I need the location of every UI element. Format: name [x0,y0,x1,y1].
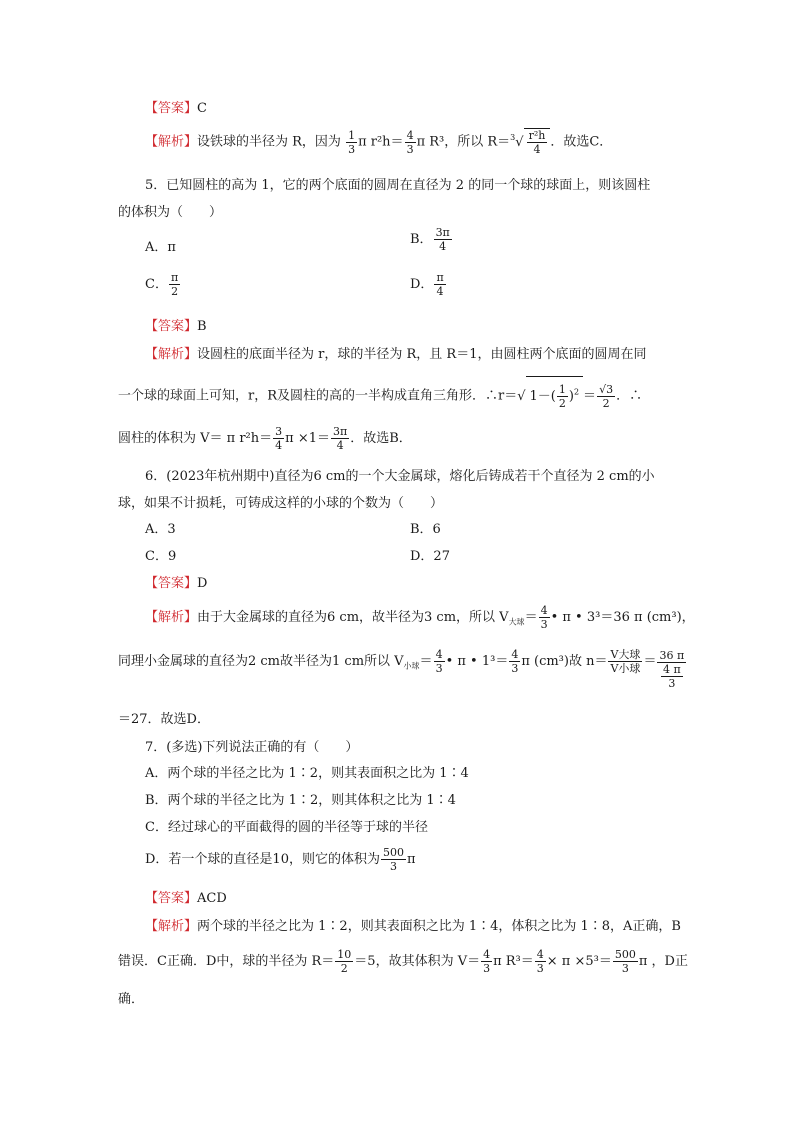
fraction: $\frac{3}{4}$ [275,425,283,452]
q4-analysis-line [145,128,612,156]
q5-analysis-line-3: 圆柱的体积为 V＝ π r²h＝ $\frac{3}{4}$ π ×1＝ $\frac{3\pi}{4}$ ．故选B． [118,425,412,452]
answer-tag: 【答案】 [145,319,198,334]
q5-option-b: B． $\frac{3\pi}{4}$ [410,226,450,253]
q5-answer: B [197,319,207,334]
q4-analysis-text: π r²h＝ [358,134,404,150]
q6-analysis-line-2: 同理小金属球的直径为2 cm故半径为1 cm所以 $V_{小球}=$ $\frac{4}{3}$ • π • 1³＝ $\frac{4}{3}$ π (cm³)故 n＝ $\frac{\text{V大球}}{\text{V小球}}$ ＝ $\frac{36 \pi}{\frac{4 \pi}{3}}$ [118,648,685,690]
analysis-tag: 【解析】 [145,610,198,625]
q6-analysis-line-3: ＝27．故选D． [118,712,210,727]
fraction: $\frac{3\pi}{4}$ [435,226,450,253]
root-index: 3 [510,133,516,143]
fraction: $\frac{4}{3}$ [483,948,491,975]
q6-answer-line [145,572,207,591]
q4-analysis-text: 设铁球的半径为 R，因为 [197,134,341,150]
q5-stem-line-2: 的体积为（ ） [118,205,223,220]
fraction: $\frac{4 \pi}{3}$ [662,662,681,690]
radical: √ $\frac{\text{r²h}}{4}$ [515,128,550,156]
fraction: $\frac{\text{V大球}}{\text{V小球}}$ [610,648,641,675]
fraction: $\frac{4}{3}$ [540,604,548,631]
fraction: $\frac{500}{3}$ [614,948,636,975]
fraction: $\frac{4}{3}$ [435,648,443,675]
q7-analysis-line-2: 错误．C正确．D中，球的半径为 R＝ $\frac{10}{2}$ ＝5，故其体积为 V＝ $\frac{4}{3}$ π R³＝ $\frac{4}{3}$ × π ×5³＝ $\frac{500}{3}$ π ，D正 [118,948,688,975]
analysis-tag: 【解析】 [145,347,198,362]
q7-stem: 7．(多选)下列说法正确的有（ ） [145,740,359,755]
compound-fraction: $\frac{36 \pi}{\frac{4 \pi}{3}}$ [659,648,685,690]
fraction: $\frac{4}{3}$ [511,648,519,675]
answer-tag: 【答案】 [145,576,198,591]
analysis-tag: 【解析】 [145,134,198,150]
fraction: $\frac{√3}{2}$ [599,382,614,410]
q7-analysis-line-3: 确． [118,992,145,1007]
fraction: $\frac{3\pi}{4}$ [332,425,348,452]
answer-tag: 【答案】 [145,891,198,906]
q5-option-a: A．π [145,240,176,255]
fraction: $\frac{1}{3}$ [348,128,356,156]
q4-analysis-end: ．故选C． [550,134,613,150]
fraction: $\frac{4}{3}$ [406,128,414,156]
fraction: $\frac{\pi}{4}$ [436,271,444,298]
q4-analysis-text: π R³，所以 R＝ [416,134,511,150]
q7-answer-line [145,887,227,906]
q4-answer-line [145,97,207,116]
radical: √ 1－( $\frac{1}{2}$ )$^2$ [517,376,583,416]
q6-answer: D [197,576,208,591]
q6-option-a: A．3 [145,522,176,537]
fraction: $\frac{\text{r²h}}{4}$ [528,129,546,156]
q7-analysis-line-1: 【解析】两个球的半径之比为 1∶2，则其表面积之比为 1∶4，体积之比为 1∶8，A正确，B [145,919,681,934]
q7-answer: ACD [197,891,227,906]
q6-stem-line-1: 6．(2023年杭州期中)直径为6 cm的一个大金属球，熔化后铸成若干个直径为 2 cm的小 [145,469,655,484]
q7-option-b: B．两个球的半径之比为 1∶2，则其体积之比为 1∶4 [145,793,456,808]
q6-option-c: C．9 [145,549,177,564]
q4-answer: C [197,101,207,116]
q6-option-b: B．6 [410,522,441,537]
q6-stem-line-2: 球，如果不计损耗，可铸成这样的小球的个数为（ ） [118,496,444,511]
answer-tag: 【答案】 [145,101,198,116]
fraction: $\frac{1}{2}$ [558,383,566,410]
q7-option-a: A．两个球的半径之比为 1∶2，则其表面积之比为 1∶4 [145,766,469,781]
q5-stem-line-1: 5．已知圆柱的高为 1，它的两个底面的圆周在直径为 2 的同一个球的球面上，则该圆柱 [145,178,651,193]
q5-analysis-line-1: 【解析】设圆柱的底面半径为 r，球的半径为 R，且 R＝1，由圆柱两个底面的圆周在同 [145,347,647,362]
q6-option-d: D．27 [410,549,450,564]
q5-answer-line [145,315,207,334]
q7-option-d: D．若一个球的直径是10，则它的体积为 $\frac{500}{3}$ π [145,846,416,873]
q7-option-c: C．经过球心的平面截得的圆的半径等于球的半径 [145,820,428,835]
fraction: $\frac{4}{3}$ [536,948,544,975]
analysis-tag: 【解析】 [145,919,198,934]
q5-option-d: D． $\frac{\pi}{4}$ [410,271,444,298]
q5-option-c: C． $\frac{\pi}{2}$ [145,271,179,298]
q6-analysis-line-1: 【解析】由于大金属球的直径为6 cm，故半径为3 cm，所以 $V_{大球}=$ $\frac{4}{3}$ • π • 3³＝36 π (cm³)， [145,604,695,631]
fraction: $\frac{\pi}{2}$ [170,271,179,298]
fraction: $\frac{500}{3}$ [382,846,404,873]
fraction: $\frac{10}{2}$ [337,948,352,975]
q5-analysis-line-2: 一个球的球面上可知，r，R及圆柱的高的一半构成直角三角形．∴r＝√ 1－( $\frac{1}{2}$ )$^2$ ＝ $\frac{√3}{2}$ ．∴ [118,376,642,416]
